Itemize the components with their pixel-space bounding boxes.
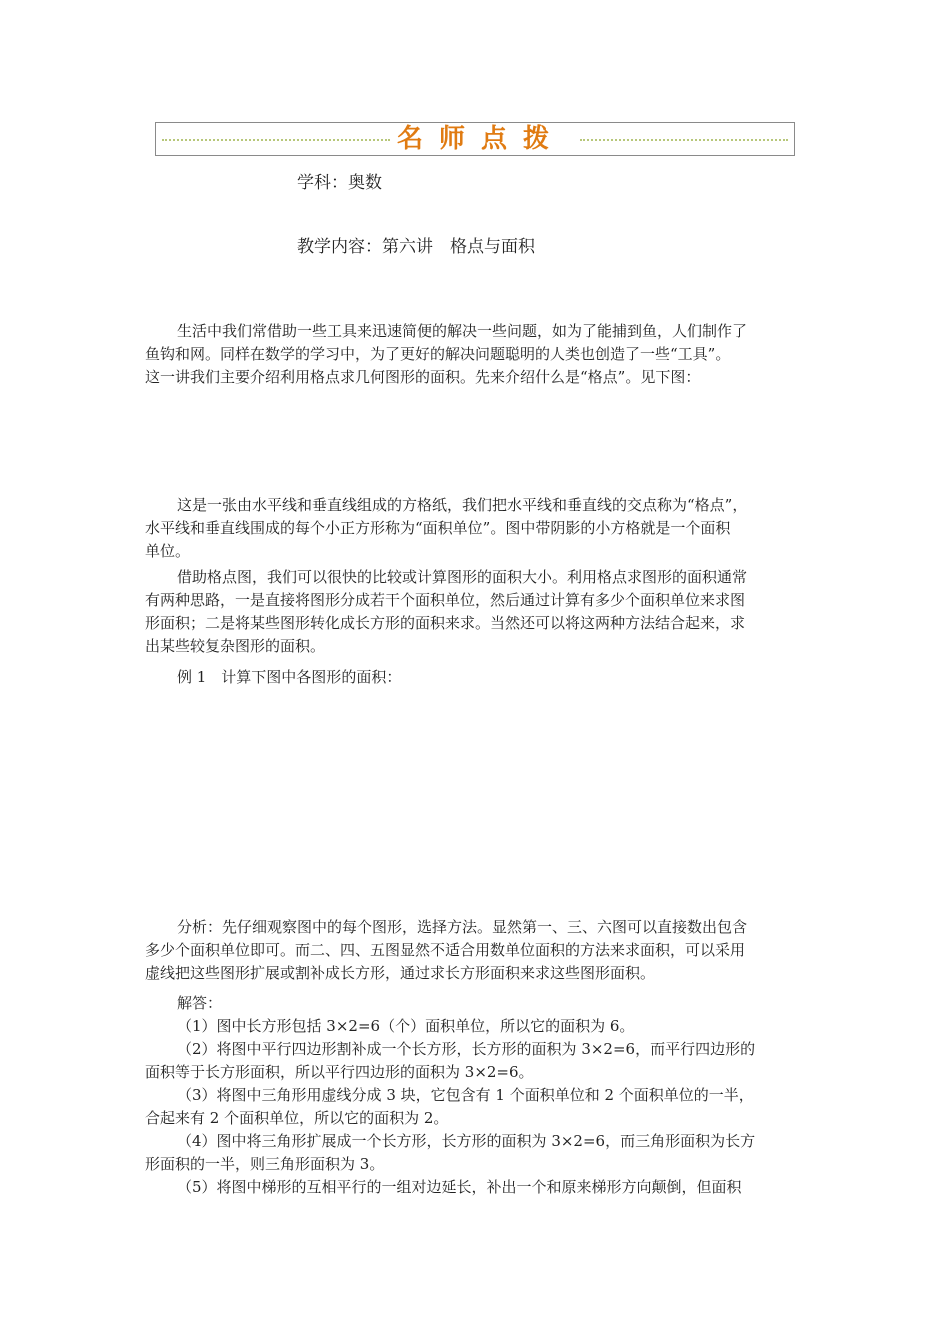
- intro-paragraph: [145, 320, 810, 389]
- text-line: 多少个面积单位即可。而二、四、五图显然不适合用数单位面积的方法来求面积，可以采用: [145, 941, 746, 959]
- answer-2-line: 面积等于长方形面积，所以平行四边形的面积为 3×2=6。: [145, 1063, 534, 1081]
- text-line: 水平线和垂直线围成的每个小正方形称为“面积单位”。图中带阴影的小方格就是一个面积: [145, 519, 731, 537]
- text-line: 单位。: [145, 542, 191, 560]
- answers-section: [145, 992, 810, 1199]
- analysis-paragraph: [145, 916, 810, 985]
- title-banner: [155, 122, 795, 156]
- text-line: 分析：先仔细观察图中的每个图形，选择方法。显然第一、三、六图可以直接数出包含: [177, 918, 748, 936]
- text-line: 出某些较复杂图形的面积。: [145, 637, 326, 655]
- answer-4-line: （4）图中将三角形扩展成一个长方形，长方形的面积为 3×2=6，而三角形面积为长方: [177, 1132, 756, 1150]
- answer-label: 解答：: [177, 994, 223, 1012]
- answer-4-line: 形面积的一半，则三角形面积为 3。: [145, 1155, 385, 1173]
- text-line: 形面积；二是将某些图形转化成长方形的面积来求。当然还可以将这两种方法结合起来，求: [145, 614, 746, 632]
- banner-dotted-rule-left: [162, 139, 390, 141]
- answer-3-line: （3）将图中三角形用虚线分成 3 块，它包含有 1 个面积单位和 2 个面积单位的一半，: [177, 1086, 754, 1104]
- answer-2-line: （2）将图中平行四边形割补成一个长方形，长方形的面积为 3×2=6，而平行四边形的: [177, 1040, 756, 1058]
- subject-line: 学科：奥数: [297, 173, 382, 193]
- text-line: 这一讲我们主要介绍利用格点求几何图形的面积。先来介绍什么是“格点”。见下图：: [145, 368, 701, 386]
- text-line: 这是一张由水平线和垂直线组成的方格纸，我们把水平线和垂直线的交点称为“格点”，: [177, 496, 748, 514]
- answer-1-line: （1）图中长方形包括 3×2=6（个）面积单位，所以它的面积为 6。: [177, 1017, 635, 1035]
- text-line: 生活中我们常借助一些工具来迅速简便的解决一些问题，如为了能捕到鱼，人们制作了: [177, 322, 748, 340]
- text-line: 有两种思路，一是直接将图形分成若干个面积单位，然后通过计算有多少个面积单位来求图: [145, 591, 746, 609]
- text-line: 虚线把这些图形扩展或割补成长方形，通过求长方形面积来求这些图形面积。: [145, 964, 656, 982]
- text-line: 鱼钩和网。同样在数学的学习中，为了更好的解决问题聪明的人类也创造了一些“工具”。: [145, 345, 731, 363]
- grid-description-paragraph: [145, 494, 810, 563]
- teaching-content-line: 教学内容：第六讲 格点与面积: [297, 237, 535, 257]
- text-line: 借助格点图，我们可以很快的比较或计算图形的面积大小。利用格点求图形的面积通常: [177, 568, 748, 586]
- banner-title: 名师点拨: [396, 124, 565, 154]
- example-heading: 例 1 计算下图中各图形的面积：: [177, 668, 402, 686]
- methods-paragraph: [145, 566, 810, 658]
- answer-3-line: 合起来有 2 个面积单位，所以它的面积为 2。: [145, 1109, 449, 1127]
- answer-5-line: （5）将图中梯形的互相平行的一组对边延长，补出一个和原来梯形方向颠倒，但面积: [177, 1178, 742, 1196]
- banner-dotted-rule-right: [580, 139, 788, 141]
